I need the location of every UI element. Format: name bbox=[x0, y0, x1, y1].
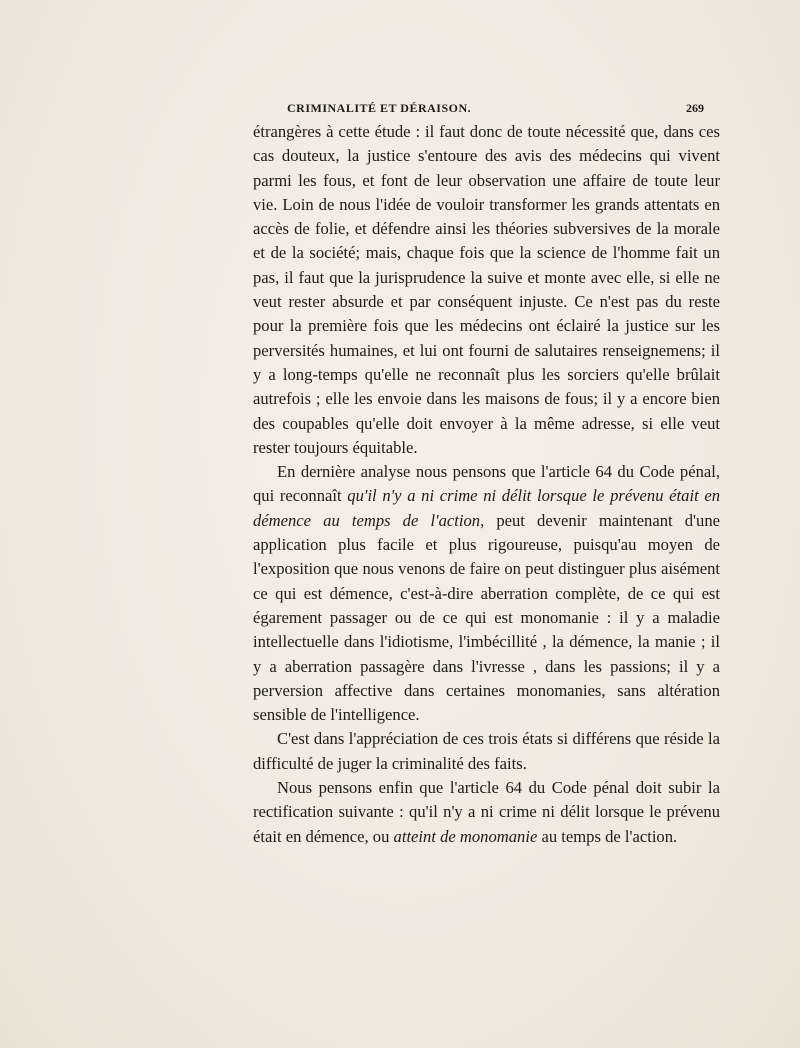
italic-quote: qu'il n'y a ni crime ni délit lorsque le prévenu était en démence au temps de l'action bbox=[253, 486, 721, 530]
text-segment: C'est dans l'appréciation de ces trois états si différens que réside la difficulté de juger la criminalité des faits. bbox=[253, 729, 720, 773]
page-number: 269 bbox=[686, 101, 704, 115]
italic-phrase: atteint de monomanie bbox=[393, 826, 538, 846]
text-segment: En dernière analyse nous pensons que l'article 64 du Code pénal, qui reconnaît bbox=[253, 462, 720, 506]
paragraph bbox=[253, 460, 720, 727]
text-segment: étrangères à cette étude : il faut donc de toute nécessité que, dans ces cas douteux, la justice s'entoure des avis des médecins qui vivent parmi les fous, et font de leur observation une affaire de toute leur vie. Loin de nous l'idée de vouloir transformer les grands attentats en accès de folie, et défendre ainsi les théories subversives de la morale et de la société; mais, chaque fois que la science de l'homme fait un pas, il faut que la jurisprudence la suive et monte avec elle, si elle ne veut rester absurde et par conséquent injuste. Ce n'est pas du reste pour la première fois que les médecins ont éclairé la justice sur les perversités humaines, et lui ont fourni de salutaires renseignemens; il y a long-temps qu'elle ne reconnaît plus les sorciers qu'elle brûlait autrefois ; elle les envoie dans les maisons de fous; il y a encore bien des coupables qu'elle doit envoyer à la même adresse, si elle veut rester toujours équitable. bbox=[253, 122, 720, 457]
text-segment: , peut devenir maintenant d'une application plus facile et plus rigoureuse, puisqu'au moyen de l'exposition que nous venons de faire on peut distinguer plus aisément ce qui est démence, c'est-à-dire aberration complète, de ce qui est égarement passager ou de ce qui est monomanie : il y a maladie intellectuelle dans l'idiotisme, l'imbécillité , la démence, la manie ; il y a aberration passagère dans l'ivresse , dans les passions; il y a perversion affective dans certaines monomanies, sans altération sensible de l'intelligence. bbox=[253, 510, 720, 725]
body-text bbox=[253, 120, 720, 849]
paragraph bbox=[253, 727, 720, 776]
paragraph bbox=[253, 776, 720, 849]
text-segment: Nous pensons enfin que l'article 64 du Code pénal doit subir la rectification suivante : qu'il n'y a ni crime ni délit lorsque le prévenu était en démence, ou bbox=[253, 778, 720, 846]
text-segment: au temps de l'action. bbox=[537, 826, 678, 846]
running-head: CRIMINALITÉ ET DÉRAISON. bbox=[287, 101, 472, 115]
paragraph bbox=[253, 120, 720, 460]
